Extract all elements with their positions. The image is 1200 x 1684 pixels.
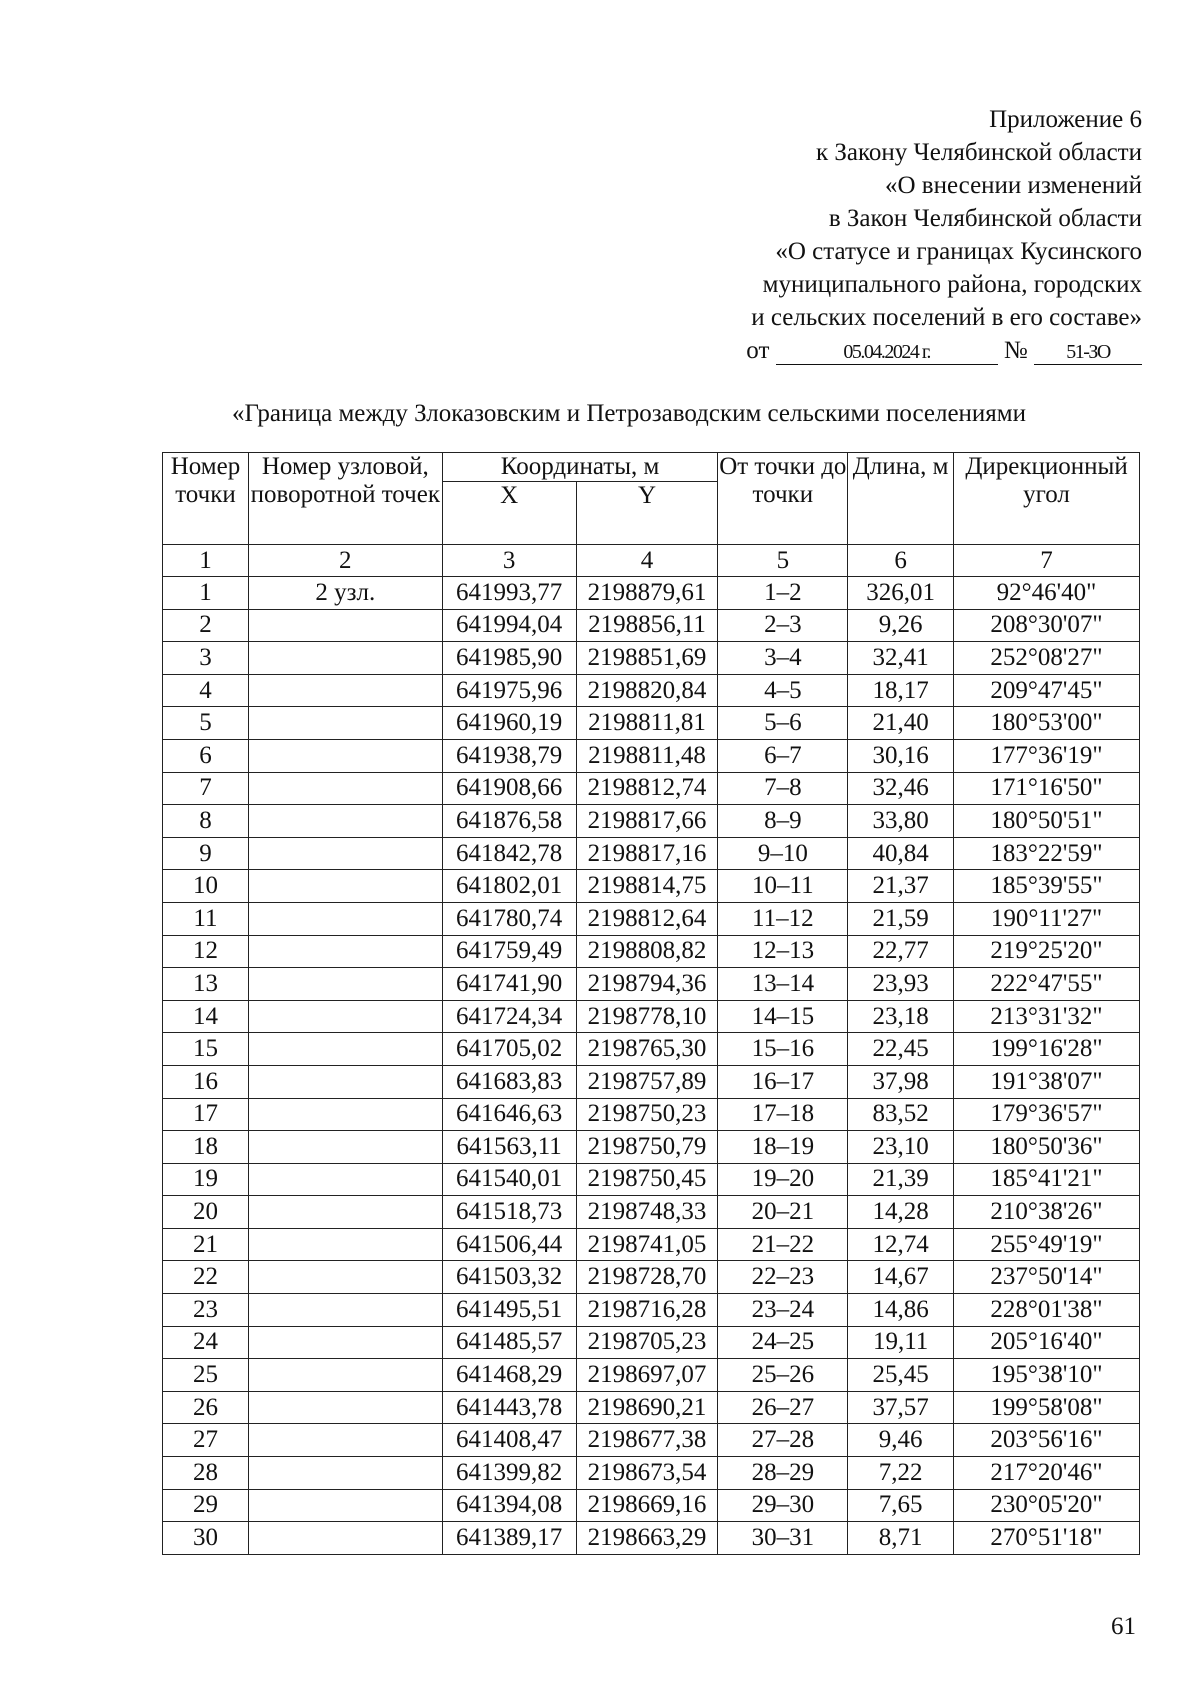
cell-length: 14,86 [848, 1294, 954, 1327]
cell-length: 7,65 [848, 1489, 954, 1522]
column-number: 3 [442, 545, 576, 577]
table-body [163, 577, 1140, 1555]
cell-x: 641960,19 [442, 707, 576, 740]
cell-y: 2198817,66 [576, 805, 718, 838]
table-row [163, 1457, 1140, 1490]
cell-node-number [248, 642, 442, 675]
cell-node-number [248, 1065, 442, 1098]
table-row [163, 1196, 1140, 1229]
cell-node-number [248, 1489, 442, 1522]
cell-y: 2198794,36 [576, 968, 718, 1001]
cell-point-number: 30 [163, 1522, 249, 1555]
cell-node-number [248, 674, 442, 707]
cell-from-to: 1–2 [718, 577, 848, 610]
table-row [163, 1359, 1140, 1392]
cell-from-to: 5–6 [718, 707, 848, 740]
cell-point-number: 10 [163, 870, 249, 903]
cell-node-number [248, 1457, 442, 1490]
cell-from-to: 25–26 [718, 1359, 848, 1392]
cell-length: 326,01 [848, 577, 954, 610]
table-row [163, 805, 1140, 838]
cell-x: 641495,51 [442, 1294, 576, 1327]
cell-point-number: 11 [163, 902, 249, 935]
cell-point-number: 20 [163, 1196, 249, 1229]
cell-length: 7,22 [848, 1457, 954, 1490]
cell-from-to: 13–14 [718, 968, 848, 1001]
cell-y: 2198677,38 [576, 1424, 718, 1457]
cell-y: 2198697,07 [576, 1359, 718, 1392]
number-value: 51-ЗО [1034, 340, 1142, 365]
cell-point-number: 1 [163, 577, 249, 610]
cell-y: 2198716,28 [576, 1294, 718, 1327]
cell-x: 641506,44 [442, 1228, 576, 1261]
cell-x: 641994,04 [442, 609, 576, 642]
cell-point-number: 4 [163, 674, 249, 707]
table-row [163, 1065, 1140, 1098]
cell-length: 9,46 [848, 1424, 954, 1457]
cell-angle: 209°47'45" [954, 674, 1140, 707]
header-line: муниципального района, городских [762, 271, 1142, 298]
cell-angle: 205°16'40" [954, 1326, 1140, 1359]
cell-angle: 252°08'27" [954, 642, 1140, 675]
coordinates-table [162, 452, 1140, 1555]
cell-node-number [248, 1294, 442, 1327]
cell-from-to: 4–5 [718, 674, 848, 707]
header-line: Приложение 6 [989, 106, 1142, 133]
cell-y: 2198808,82 [576, 935, 718, 968]
cell-length: 12,74 [848, 1228, 954, 1261]
cell-y: 2198669,16 [576, 1489, 718, 1522]
cell-x: 641399,82 [442, 1457, 576, 1490]
cell-from-to: 8–9 [718, 805, 848, 838]
header-line: «О внесении изменений [884, 172, 1142, 199]
cell-from-to: 21–22 [718, 1228, 848, 1261]
cell-angle: 222°47'55" [954, 968, 1140, 1001]
cell-x: 641780,74 [442, 902, 576, 935]
cell-x: 641646,63 [442, 1098, 576, 1131]
cell-length: 37,57 [848, 1391, 954, 1424]
cell-point-number: 27 [163, 1424, 249, 1457]
cell-node-number [248, 1228, 442, 1261]
cell-y: 2198814,75 [576, 870, 718, 903]
cell-node-number [248, 1033, 442, 1066]
table-row [163, 1391, 1140, 1424]
cell-point-number: 2 [163, 609, 249, 642]
cell-y: 2198856,11 [576, 609, 718, 642]
cell-y: 2198812,64 [576, 902, 718, 935]
header-coordinates: Координаты, м [442, 453, 718, 482]
cell-point-number: 17 [163, 1098, 249, 1131]
cell-angle: 191°38'07" [954, 1065, 1140, 1098]
cell-point-number: 7 [163, 772, 249, 805]
document-header [746, 103, 1142, 367]
table-row [163, 1294, 1140, 1327]
cell-x: 641705,02 [442, 1033, 576, 1066]
cell-length: 23,93 [848, 968, 954, 1001]
cell-x: 641443,78 [442, 1391, 576, 1424]
cell-length: 25,45 [848, 1359, 954, 1392]
cell-from-to: 2–3 [718, 609, 848, 642]
cell-angle: 185°41'21" [954, 1163, 1140, 1196]
cell-x: 641389,17 [442, 1522, 576, 1555]
cell-node-number [248, 772, 442, 805]
cell-node-number [248, 902, 442, 935]
cell-from-to: 26–27 [718, 1391, 848, 1424]
cell-y: 2198750,79 [576, 1131, 718, 1164]
cell-from-to: 20–21 [718, 1196, 848, 1229]
cell-from-to: 28–29 [718, 1457, 848, 1490]
cell-length: 18,17 [848, 674, 954, 707]
cell-length: 9,26 [848, 609, 954, 642]
cell-from-to: 15–16 [718, 1033, 848, 1066]
cell-from-to: 14–15 [718, 1000, 848, 1033]
cell-node-number [248, 707, 442, 740]
cell-angle: 190°11'27" [954, 902, 1140, 935]
cell-length: 37,98 [848, 1065, 954, 1098]
cell-angle: 219°25'20" [954, 935, 1140, 968]
cell-x: 641408,47 [442, 1424, 576, 1457]
table-row [163, 739, 1140, 772]
cell-y: 2198663,29 [576, 1522, 718, 1555]
cell-node-number [248, 837, 442, 870]
table-row [163, 1489, 1140, 1522]
cell-point-number: 21 [163, 1228, 249, 1261]
cell-node-number [248, 1098, 442, 1131]
cell-from-to: 30–31 [718, 1522, 848, 1555]
cell-y: 2198748,33 [576, 1196, 718, 1229]
header-line: в Закон Челябинской области [828, 205, 1142, 232]
cell-x: 641518,73 [442, 1196, 576, 1229]
cell-point-number: 22 [163, 1261, 249, 1294]
cell-point-number: 5 [163, 707, 249, 740]
page-number: 61 [1111, 1613, 1136, 1640]
cell-node-number [248, 1131, 442, 1164]
cell-angle: 177°36'19" [954, 739, 1140, 772]
cell-length: 30,16 [848, 739, 954, 772]
cell-length: 14,28 [848, 1196, 954, 1229]
column-number: 1 [163, 545, 249, 577]
cell-angle: 180°50'51" [954, 805, 1140, 838]
document-title: «Граница между Злоказовским и Петрозаводским сельскими поселениями [232, 400, 1027, 427]
cell-x: 641503,32 [442, 1261, 576, 1294]
cell-x: 641938,79 [442, 739, 576, 772]
date-number-line [746, 334, 1142, 367]
header-point-number: Номер точки [163, 453, 249, 545]
cell-point-number: 14 [163, 1000, 249, 1033]
table-row [163, 1228, 1140, 1261]
column-number: 4 [576, 545, 718, 577]
cell-node-number [248, 739, 442, 772]
cell-angle: 199°58'08" [954, 1391, 1140, 1424]
cell-angle: 185°39'55" [954, 870, 1140, 903]
cell-x: 641485,57 [442, 1326, 576, 1359]
column-number: 6 [848, 545, 954, 577]
cell-from-to: 18–19 [718, 1131, 848, 1164]
cell-point-number: 24 [163, 1326, 249, 1359]
cell-node-number [248, 1424, 442, 1457]
cell-x: 641759,49 [442, 935, 576, 968]
header-x: X [442, 482, 576, 545]
cell-y: 2198812,74 [576, 772, 718, 805]
cell-point-number: 12 [163, 935, 249, 968]
cell-angle: 180°53'00" [954, 707, 1140, 740]
cell-length: 33,80 [848, 805, 954, 838]
table-row [163, 837, 1140, 870]
cell-node-number [248, 1391, 442, 1424]
cell-length: 40,84 [848, 837, 954, 870]
cell-angle: 208°30'07" [954, 609, 1140, 642]
cell-y: 2198811,48 [576, 739, 718, 772]
cell-y: 2198778,10 [576, 1000, 718, 1033]
cell-from-to: 3–4 [718, 642, 848, 675]
table-row [163, 1163, 1140, 1196]
date-prefix: от [746, 337, 770, 364]
cell-x: 641563,11 [442, 1131, 576, 1164]
cell-point-number: 13 [163, 968, 249, 1001]
cell-angle: 199°16'28" [954, 1033, 1140, 1066]
cell-point-number: 6 [163, 739, 249, 772]
cell-x: 641985,90 [442, 642, 576, 675]
cell-point-number: 25 [163, 1359, 249, 1392]
cell-from-to: 12–13 [718, 935, 848, 968]
cell-point-number: 23 [163, 1294, 249, 1327]
cell-node-number [248, 1522, 442, 1555]
cell-node-number [248, 1163, 442, 1196]
cell-x: 641468,29 [442, 1359, 576, 1392]
number-prefix: № [1003, 337, 1028, 364]
cell-angle: 203°56'16" [954, 1424, 1140, 1457]
cell-y: 2198690,21 [576, 1391, 718, 1424]
cell-node-number [248, 1326, 442, 1359]
cell-x: 641993,77 [442, 577, 576, 610]
header-line: «О статусе и границах Кусинского [775, 238, 1142, 265]
cell-y: 2198741,05 [576, 1228, 718, 1261]
cell-angle: 92°46'40" [954, 577, 1140, 610]
cell-node-number [248, 1261, 442, 1294]
cell-angle: 183°22'59" [954, 837, 1140, 870]
table-row [163, 707, 1140, 740]
cell-angle: 217°20'46" [954, 1457, 1140, 1490]
table-row [163, 609, 1140, 642]
cell-point-number: 18 [163, 1131, 249, 1164]
cell-from-to: 17–18 [718, 1098, 848, 1131]
cell-angle: 270°51'18" [954, 1522, 1140, 1555]
cell-point-number: 16 [163, 1065, 249, 1098]
cell-angle: 210°38'26" [954, 1196, 1140, 1229]
cell-node-number [248, 968, 442, 1001]
cell-length: 19,11 [848, 1326, 954, 1359]
table-row [163, 1424, 1140, 1457]
cell-y: 2198811,81 [576, 707, 718, 740]
header-y: Y [576, 482, 718, 545]
table-row [163, 1131, 1140, 1164]
cell-node-number [248, 870, 442, 903]
cell-length: 8,71 [848, 1522, 954, 1555]
cell-x: 641908,66 [442, 772, 576, 805]
cell-from-to: 29–30 [718, 1489, 848, 1522]
cell-length: 21,59 [848, 902, 954, 935]
cell-length: 23,10 [848, 1131, 954, 1164]
cell-length: 32,41 [848, 642, 954, 675]
cell-length: 22,77 [848, 935, 954, 968]
cell-y: 2198851,69 [576, 642, 718, 675]
cell-point-number: 28 [163, 1457, 249, 1490]
cell-from-to: 7–8 [718, 772, 848, 805]
cell-x: 641724,34 [442, 1000, 576, 1033]
cell-x: 641876,58 [442, 805, 576, 838]
cell-x: 641540,01 [442, 1163, 576, 1196]
cell-length: 14,67 [848, 1261, 954, 1294]
cell-length: 22,45 [848, 1033, 954, 1066]
cell-point-number: 26 [163, 1391, 249, 1424]
cell-length: 21,40 [848, 707, 954, 740]
cell-y: 2198817,16 [576, 837, 718, 870]
cell-length: 83,52 [848, 1098, 954, 1131]
cell-from-to: 6–7 [718, 739, 848, 772]
cell-y: 2198750,23 [576, 1098, 718, 1131]
cell-angle: 228°01'38" [954, 1294, 1140, 1327]
cell-y: 2198879,61 [576, 577, 718, 610]
cell-point-number: 15 [163, 1033, 249, 1066]
cell-y: 2198757,89 [576, 1065, 718, 1098]
cell-x: 641741,90 [442, 968, 576, 1001]
cell-y: 2198750,45 [576, 1163, 718, 1196]
cell-angle: 180°50'36" [954, 1131, 1140, 1164]
cell-node-number [248, 935, 442, 968]
cell-point-number: 9 [163, 837, 249, 870]
table-row [163, 1098, 1140, 1131]
cell-x: 641975,96 [442, 674, 576, 707]
cell-length: 23,18 [848, 1000, 954, 1033]
header-from-to: От точки до точки [718, 453, 848, 545]
cell-node-number [248, 1196, 442, 1229]
cell-from-to: 19–20 [718, 1163, 848, 1196]
cell-point-number: 29 [163, 1489, 249, 1522]
header-line: к Закону Челябинской области [816, 139, 1142, 166]
cell-from-to: 22–23 [718, 1261, 848, 1294]
date-value: 05.04.2024 г. [776, 340, 998, 365]
cell-node-number [248, 1359, 442, 1392]
cell-from-to: 23–24 [718, 1294, 848, 1327]
cell-from-to: 24–25 [718, 1326, 848, 1359]
cell-from-to: 11–12 [718, 902, 848, 935]
cell-y: 2198705,23 [576, 1326, 718, 1359]
table-row [163, 1261, 1140, 1294]
column-number: 2 [248, 545, 442, 577]
column-number: 5 [718, 545, 848, 577]
table-row [163, 870, 1140, 903]
column-number: 7 [954, 545, 1140, 577]
table-row [163, 674, 1140, 707]
header-angle: Дирекционный угол [954, 453, 1140, 545]
cell-x: 641394,08 [442, 1489, 576, 1522]
cell-node-number: 2 узл. [248, 577, 442, 610]
header-length: Длина, м [848, 453, 954, 545]
table-row [163, 1000, 1140, 1033]
cell-point-number: 3 [163, 642, 249, 675]
cell-y: 2198820,84 [576, 674, 718, 707]
table-row [163, 968, 1140, 1001]
cell-node-number [248, 1000, 442, 1033]
cell-y: 2198673,54 [576, 1457, 718, 1490]
cell-y: 2198765,30 [576, 1033, 718, 1066]
cell-from-to: 27–28 [718, 1424, 848, 1457]
cell-angle: 179°36'57" [954, 1098, 1140, 1131]
cell-y: 2198728,70 [576, 1261, 718, 1294]
cell-point-number: 8 [163, 805, 249, 838]
cell-length: 21,37 [848, 870, 954, 903]
cell-length: 21,39 [848, 1163, 954, 1196]
cell-length: 32,46 [848, 772, 954, 805]
table-row [163, 577, 1140, 610]
table-row [163, 935, 1140, 968]
cell-angle: 213°31'32" [954, 1000, 1140, 1033]
header-line: и сельских поселений в его составе» [751, 304, 1142, 331]
cell-from-to: 10–11 [718, 870, 848, 903]
cell-x: 641842,78 [442, 837, 576, 870]
cell-angle: 255°49'19" [954, 1228, 1140, 1261]
column-numbers-row [163, 545, 1140, 577]
table-row [163, 642, 1140, 675]
table-row [163, 902, 1140, 935]
cell-angle: 237°50'14" [954, 1261, 1140, 1294]
cell-angle: 195°38'10" [954, 1359, 1140, 1392]
table-row [163, 772, 1140, 805]
cell-angle: 171°16'50" [954, 772, 1140, 805]
header-node-number: Номер узловой, поворотной точек [248, 453, 442, 545]
cell-x: 641683,83 [442, 1065, 576, 1098]
table-row [163, 1033, 1140, 1066]
cell-node-number [248, 609, 442, 642]
cell-from-to: 16–17 [718, 1065, 848, 1098]
cell-point-number: 19 [163, 1163, 249, 1196]
cell-node-number [248, 805, 442, 838]
cell-x: 641802,01 [442, 870, 576, 903]
cell-angle: 230°05'20" [954, 1489, 1140, 1522]
table-row [163, 1522, 1140, 1555]
cell-from-to: 9–10 [718, 837, 848, 870]
table-row [163, 1326, 1140, 1359]
